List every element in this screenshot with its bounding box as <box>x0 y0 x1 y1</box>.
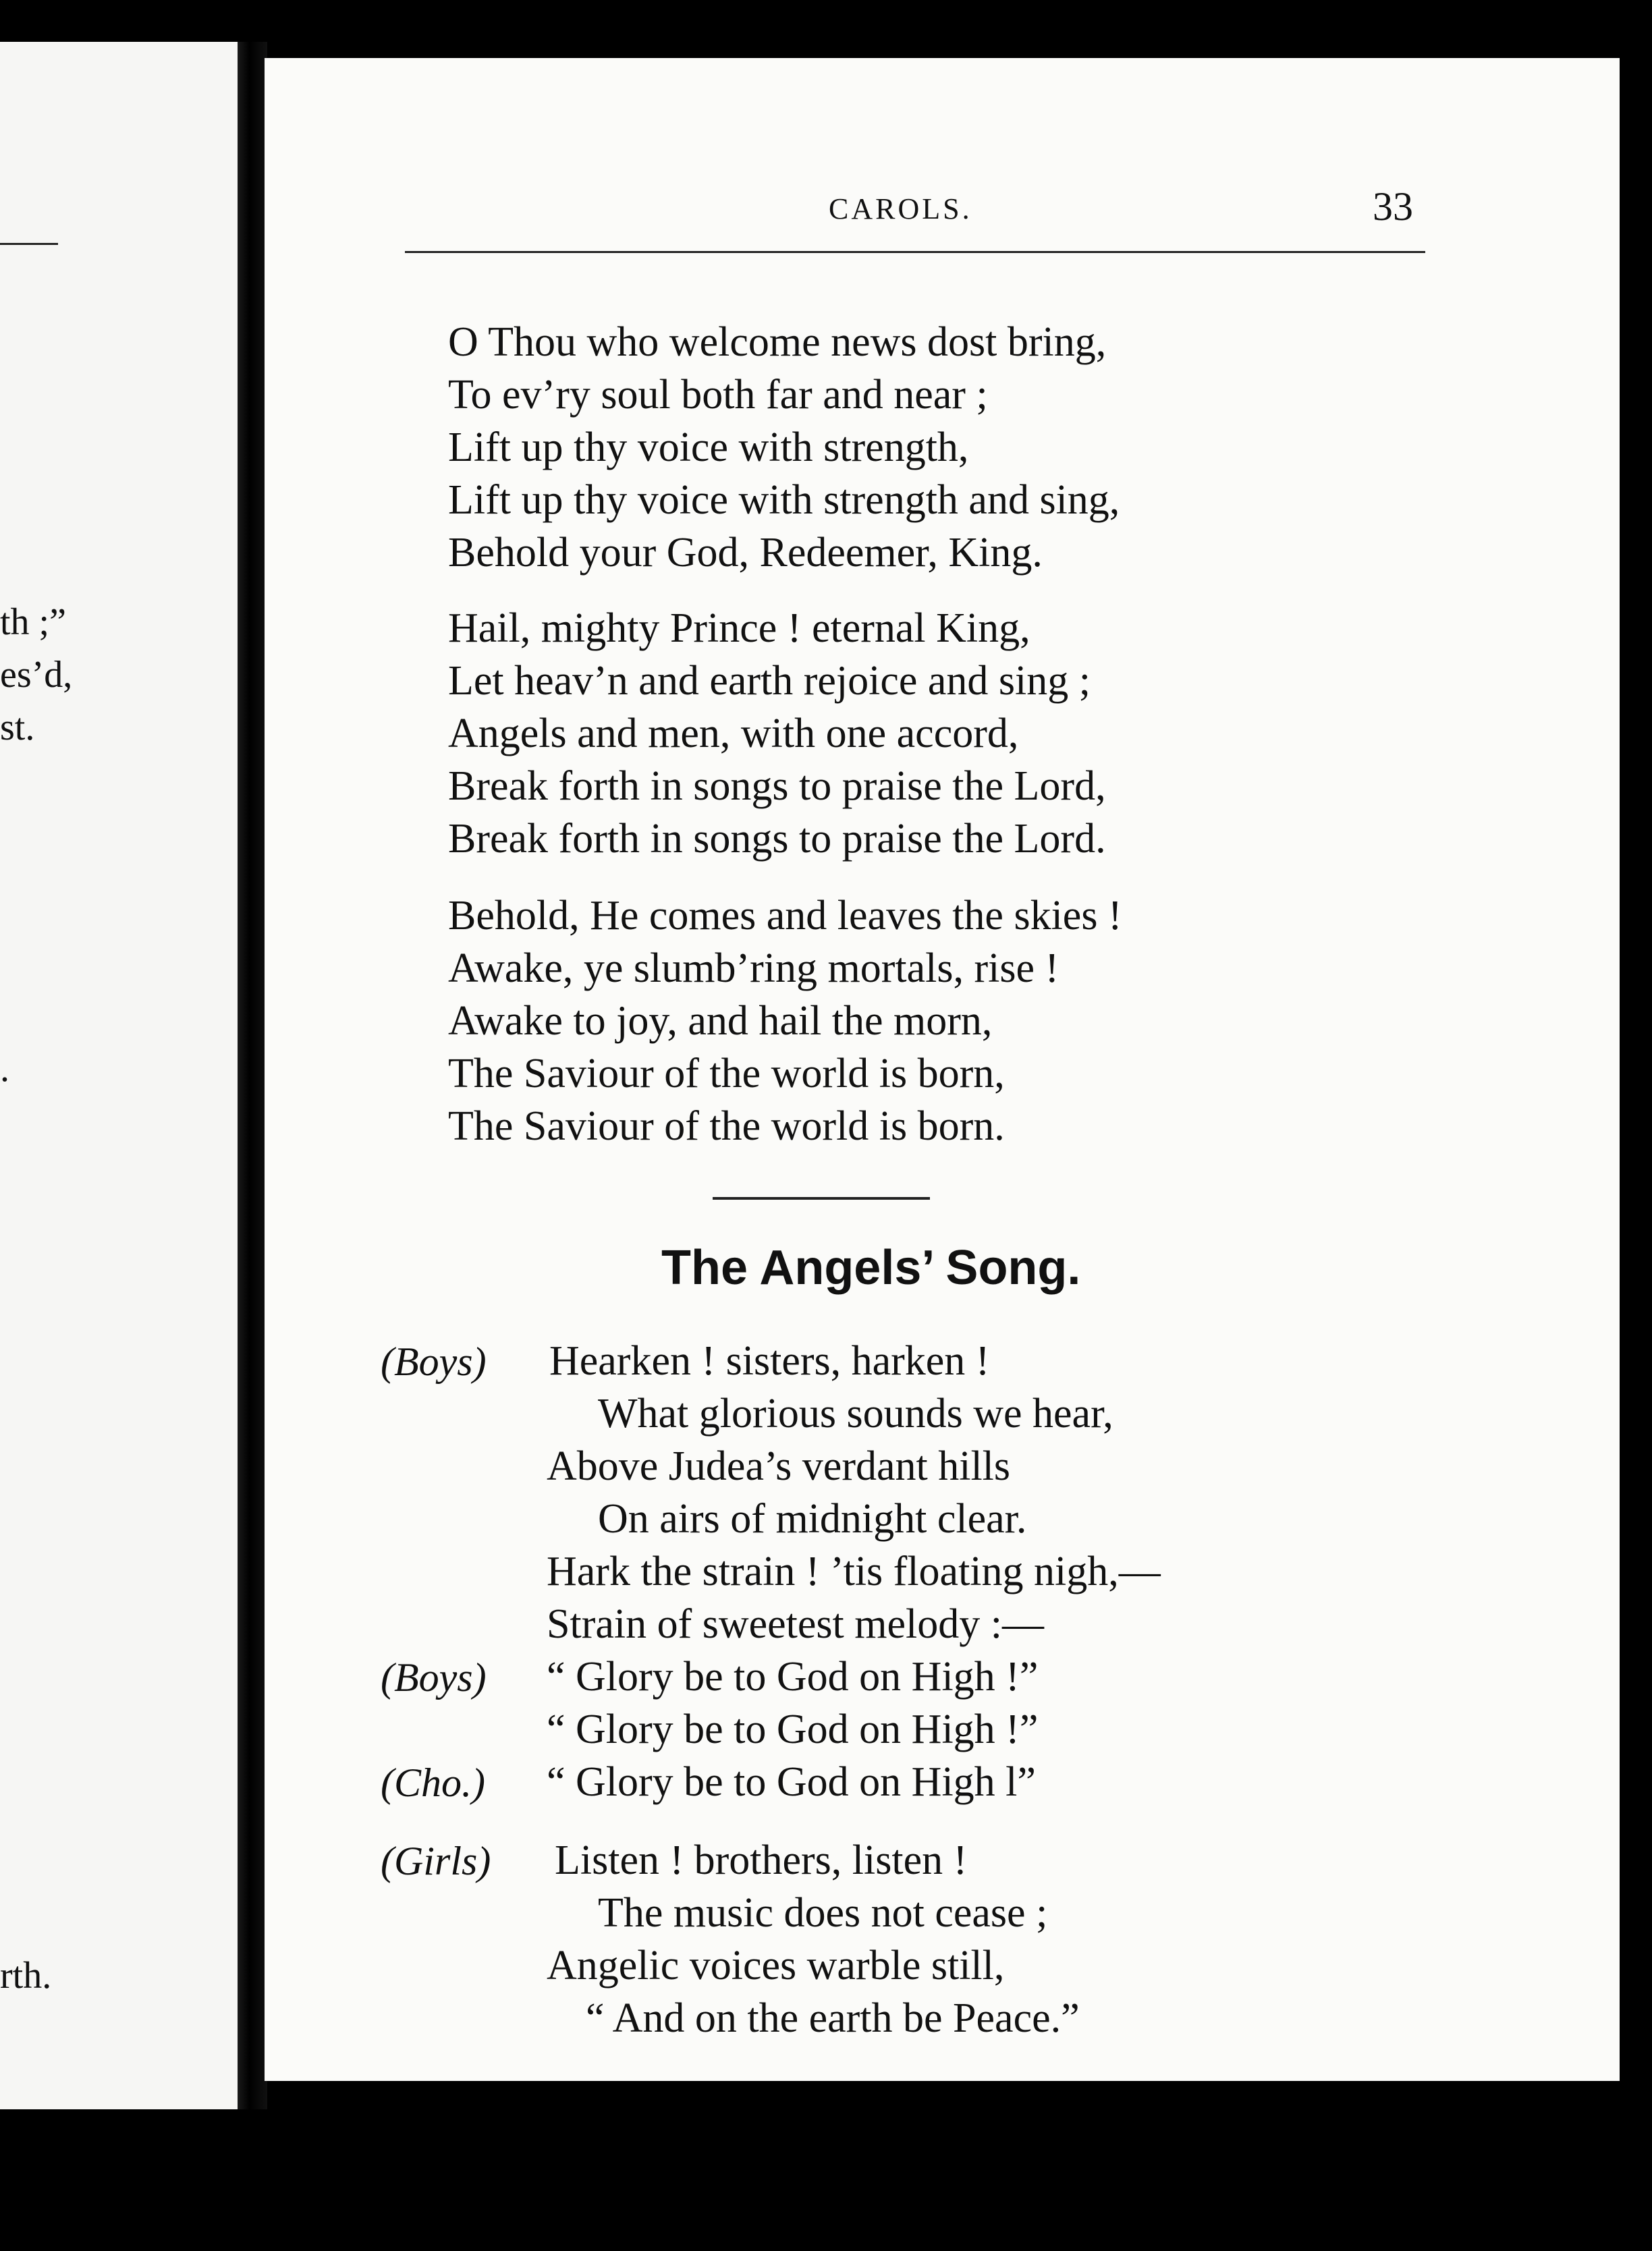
verse-line: “ Glory be to God on High !” <box>547 1706 1039 1752</box>
left-page-fragment: . <box>0 1048 9 1090</box>
section-rule <box>713 1197 930 1200</box>
left-page-fragment: es’d, <box>0 654 73 696</box>
verse-line: “ Glory be to God on High !” <box>547 1654 1039 1700</box>
left-facing-page <box>0 42 238 2109</box>
singer-label: (Boys) <box>381 1655 487 1700</box>
verse-line: Behold, He comes and leaves the skies ! <box>448 893 1122 939</box>
verse-line: Above Judea’s verdant hills <box>547 1443 1011 1489</box>
singer-label: (Cho.) <box>381 1760 485 1805</box>
book-gutter <box>238 42 267 2109</box>
verse-line: Awake to joy, and hail the morn, <box>448 998 993 1044</box>
page-number: 33 <box>1373 184 1413 229</box>
verse-line: O Thou who welcome news dost bring, <box>448 319 1107 365</box>
left-page-fragment: rth. <box>0 1955 52 1997</box>
verse-line: Break forth in songs to praise the Lord, <box>448 763 1106 809</box>
verse-line: “ And on the earth be Peace.” <box>586 1995 1080 2041</box>
verse-line: The Saviour of the world is born, <box>448 1051 1005 1096</box>
verse-line: Lift up thy voice with strength and sing, <box>448 477 1120 523</box>
verse-line: What glorious sounds we hear, <box>598 1391 1113 1437</box>
verse-line: The music does not cease ; <box>598 1890 1048 1936</box>
singer-label: (Boys) <box>381 1339 487 1384</box>
verse-line: On airs of midnight clear. <box>598 1496 1027 1542</box>
book-page <box>265 58 1620 2081</box>
verse-line: The Saviour of the world is born. <box>448 1103 1005 1149</box>
verse-line: Angels and men, with one accord, <box>448 711 1019 756</box>
verse-line: Awake, ye slumb’ring mortals, rise ! <box>448 945 1059 991</box>
left-page-rule <box>0 243 58 245</box>
verse-line: “ Glory be to God on High l” <box>547 1759 1036 1805</box>
verse-line: Hearken ! sisters, harken ! <box>549 1338 990 1384</box>
verse-line: Strain of sweetest melody :— <box>547 1601 1044 1647</box>
verse-line: Listen ! brothers, listen ! <box>555 1837 968 1883</box>
verse-line: Hark the strain ! ’tis floating nigh,— <box>547 1549 1161 1594</box>
verse-line: Let heav’n and earth rejoice and sing ; <box>448 658 1091 704</box>
verse-line: Behold your God, Redeemer, King. <box>448 530 1043 576</box>
verse-line: To ev’ry soul both far and near ; <box>448 372 988 418</box>
verse-line: Break forth in songs to praise the Lord. <box>448 816 1106 862</box>
left-page-fragment: th ;” <box>0 601 66 643</box>
verse-line: Lift up thy voice with strength, <box>448 424 969 470</box>
song-title: The Angels’ Song. <box>661 1241 1081 1295</box>
verse-line: Hail, mighty Prince ! eternal King, <box>448 605 1030 651</box>
verse-line: Angelic voices warble still, <box>547 1943 1005 1989</box>
header-rule <box>405 251 1425 253</box>
singer-label: (Girls) <box>381 1839 491 1883</box>
running-head: CAROLS. <box>829 192 972 225</box>
left-page-fragment: st. <box>0 706 35 748</box>
